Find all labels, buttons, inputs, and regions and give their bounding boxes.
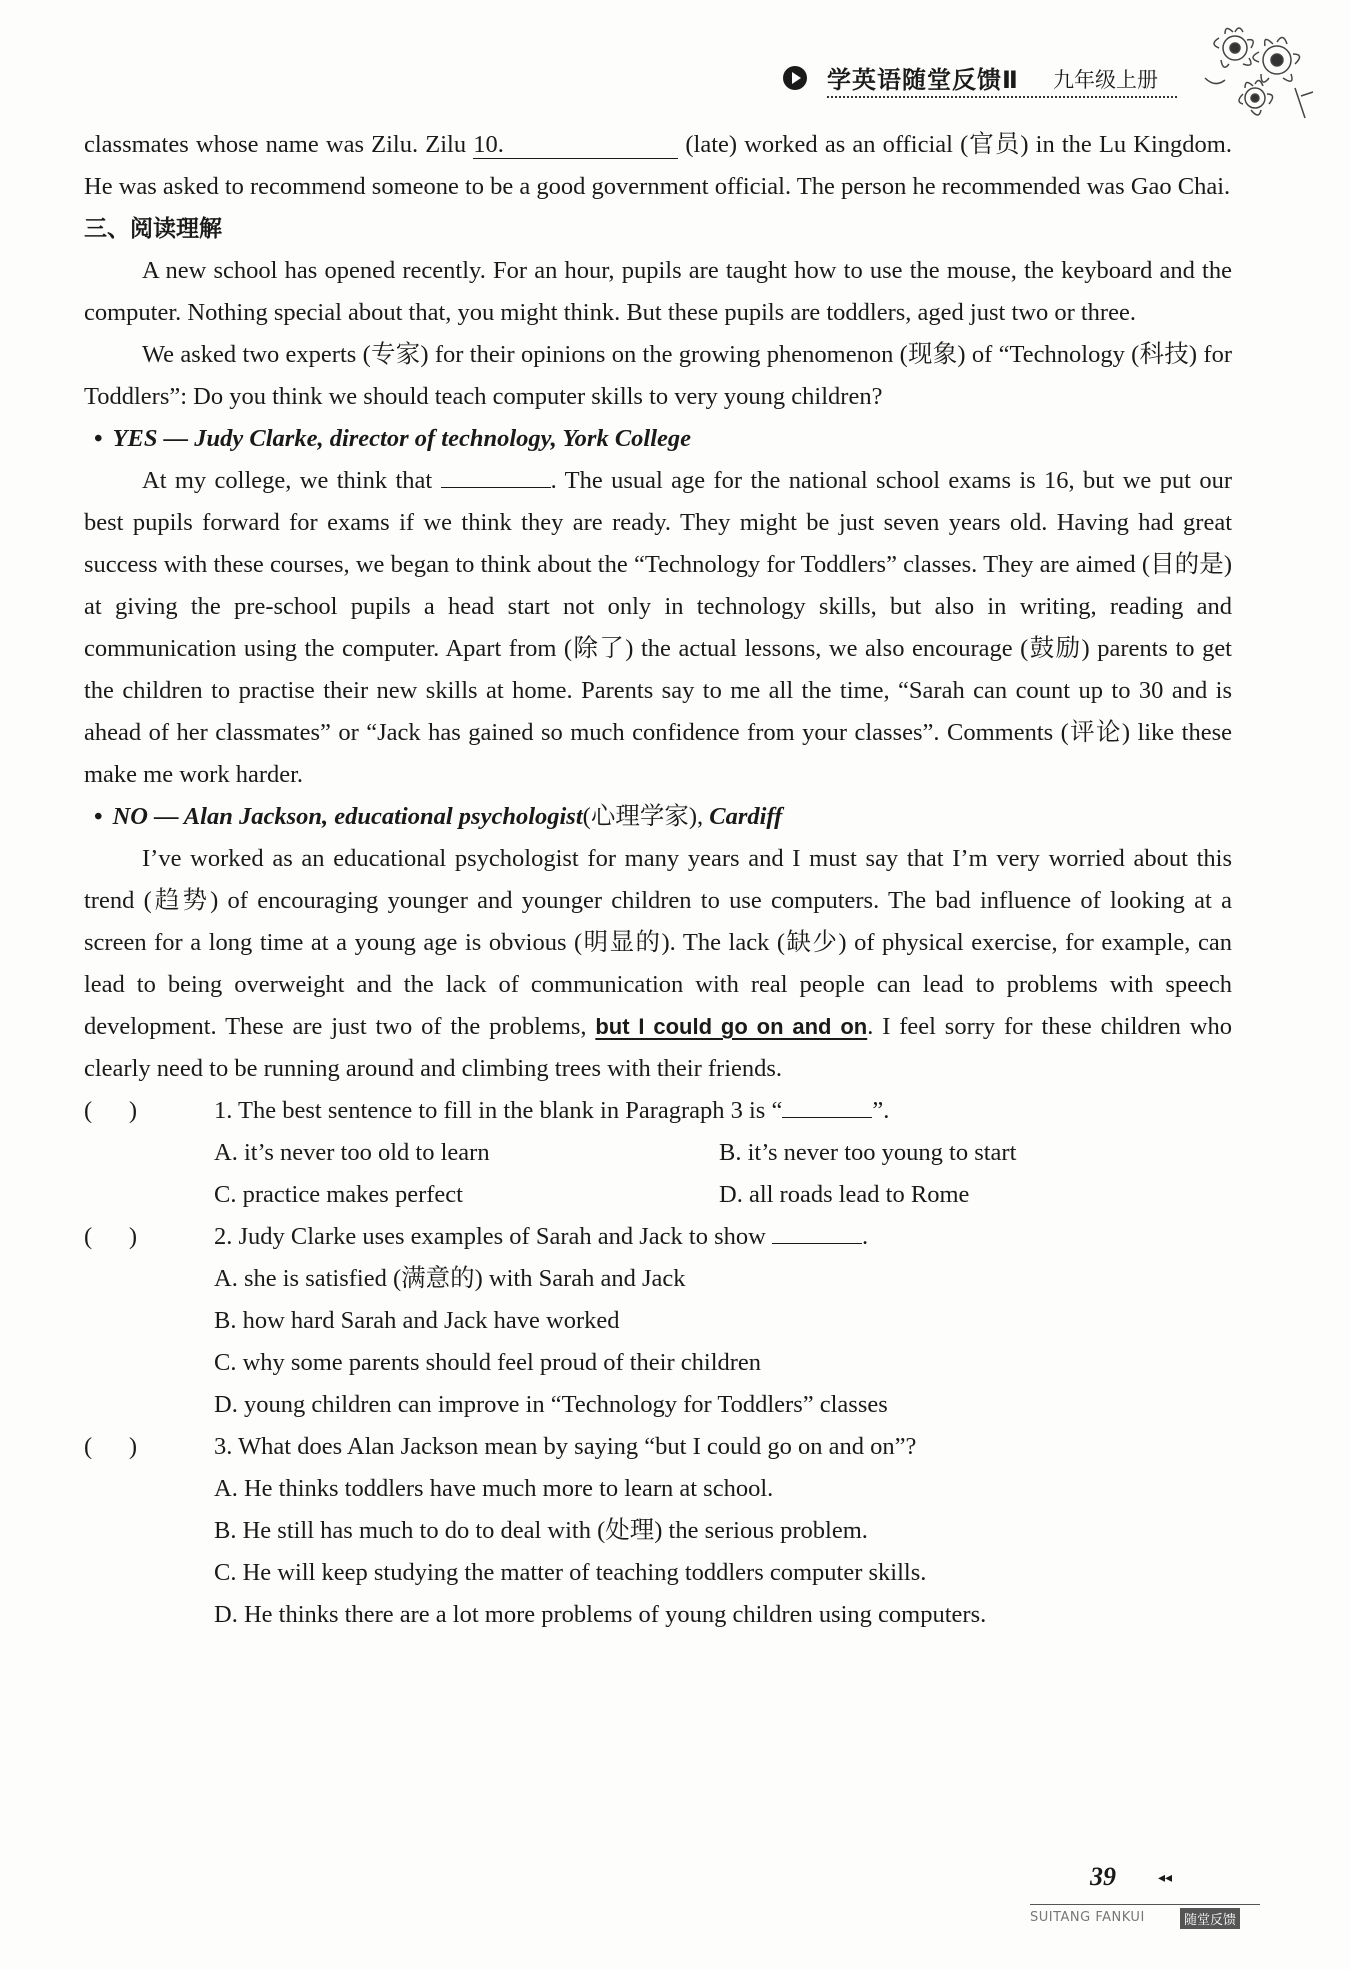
option-d[interactable]: D. all roads lead to Rome bbox=[719, 1181, 970, 1208]
option-b[interactable]: B. it’s never too young to start bbox=[719, 1139, 1017, 1166]
section-title: 三、阅读理解 bbox=[84, 216, 222, 242]
footer-series-pinyin: SUITANG FANKUI bbox=[1030, 1910, 1145, 1925]
page-footer bbox=[1030, 1862, 1270, 1942]
flower-decoration-icon bbox=[1195, 18, 1325, 138]
answer-bracket[interactable]: ( ) bbox=[84, 1097, 138, 1124]
blank-10[interactable]: 10. bbox=[473, 132, 678, 159]
no-viewpoint-heading: • NO — Alan Jackson, educational psychologist(心理学家), Cardiff bbox=[94, 803, 783, 830]
passage-paragraph-2: We asked two experts (专家) for their opinions on the growing phenomenon (现象) of “Technology (科技) for Toddlers”: Do you think we should teach computer skills to very young children? bbox=[84, 341, 1232, 410]
options bbox=[84, 1258, 1232, 1426]
question-3 bbox=[84, 1426, 1232, 1636]
question-blank bbox=[782, 1117, 872, 1118]
answer-bracket[interactable]: ( ) bbox=[84, 1433, 138, 1460]
play-icon bbox=[783, 66, 807, 90]
intro-paragraph: classmates whose name was Zilu. Zilu 10. (late) worked as an official (官员) in the Lu Kingdom. He was asked to recommend someone to be a good government official. The person he recommended was Gao Chai. bbox=[84, 131, 1232, 200]
yes-viewpoint-heading: • YES — Judy Clarke, director of technology, York College bbox=[94, 425, 692, 452]
answer-bracket[interactable]: ( ) bbox=[84, 1223, 138, 1250]
page-number: 39 bbox=[1090, 1862, 1116, 1891]
page-content bbox=[84, 124, 1232, 1636]
bullet-icon: • bbox=[94, 425, 103, 452]
bullet-icon: • bbox=[94, 803, 103, 830]
question-blank bbox=[772, 1243, 862, 1244]
option-b[interactable]: B. how hard Sarah and Jack have worked bbox=[214, 1307, 620, 1334]
option-d[interactable]: D. He thinks there are a lot more problems of young children using computers. bbox=[214, 1601, 987, 1628]
option-c[interactable]: C. He will keep studying the matter of teaching toddlers computer skills. bbox=[214, 1559, 927, 1586]
book-title: 学英语随堂反馈Ⅱ bbox=[827, 66, 1019, 94]
passage-paragraph-3: At my college, we think that . The usual age for the national school exams is 16, but we put our best pupils forward for exams if we think they are ready. They might be just seven years old. Having had great success with these courses, we began to think about the “Technology for Toddlers” classes. They are aimed (目的是) at giving the pre-school pupils a head start not only in technology skills, but also in writing, reading and communication using the computer. Apart from (除了) the actual lessons, we also encourage (鼓励) parents to get the children to practise their new skills at home. Parents say to me all the time, “Sarah can count up to 30 and is ahead of her classmates” or “Jack has gained so much confidence from your classes”. Comments (评论) like these make me work harder. bbox=[84, 467, 1233, 788]
option-c[interactable]: C. why some parents should feel proud of their children bbox=[214, 1349, 762, 1376]
question-text: 1. The best sentence to fill in the blank in Paragraph 3 is “ ”. bbox=[214, 1097, 890, 1124]
question-2 bbox=[84, 1216, 1232, 1426]
option-a[interactable]: A. she is satisfied (满意的) with Sarah and Jack bbox=[214, 1265, 686, 1292]
paragraph-blank[interactable] bbox=[441, 487, 551, 488]
footer-divider bbox=[1030, 1904, 1260, 1905]
options bbox=[84, 1468, 1232, 1636]
option-a[interactable]: A. He thinks toddlers have much more to learn at school. bbox=[214, 1475, 774, 1502]
footer-series-label: 随堂反馈 bbox=[1180, 1908, 1240, 1929]
page-header bbox=[775, 56, 1205, 100]
option-b[interactable]: B. He still has much to do to deal with (处理) the serious problem. bbox=[214, 1517, 868, 1544]
question-text: 3. What does Alan Jackson mean by saying “but I could go on and on”? bbox=[214, 1433, 917, 1460]
question-text: 2. Judy Clarke uses examples of Sarah and Jack to show . bbox=[214, 1223, 869, 1250]
book-grade: 九年级上册 bbox=[1053, 68, 1158, 92]
header-divider bbox=[827, 96, 1177, 98]
passage-paragraph-1: A new school has opened recently. For an hour, pupils are taught how to use the mouse, the keyboard and the computer. Nothing special about that, you might think. But these pupils are toddlers, aged just two or three. bbox=[84, 257, 1232, 326]
question-1 bbox=[84, 1090, 1232, 1216]
options bbox=[84, 1132, 1232, 1216]
option-d[interactable]: D. young children can improve in “Technology for Toddlers” classes bbox=[214, 1391, 888, 1418]
passage-paragraph-4: I’ve worked as an educational psychologist for many years and I must say that I’m very worried about this trend (趋势) of encouraging younger and younger children to use computers. The bad influence of looking at a screen for a long time at a young age is obvious (明显的). The lack (缺少) of physical exercise, for example, can lead to being overweight and the lack of communication with real people can lead to problems with speech development. These are just two of the problems, but I could go on and on. I feel sorry for these children who clearly need to be running around and climbing trees with their friends. bbox=[84, 845, 1232, 1082]
option-c[interactable]: C. practice makes perfect bbox=[214, 1181, 463, 1208]
underlined-phrase: but I could go on and on bbox=[595, 1014, 868, 1039]
option-a[interactable]: A. it’s never too old to learn bbox=[214, 1139, 490, 1166]
double-arrow-icon: ◂◂ bbox=[1158, 1870, 1173, 1886]
